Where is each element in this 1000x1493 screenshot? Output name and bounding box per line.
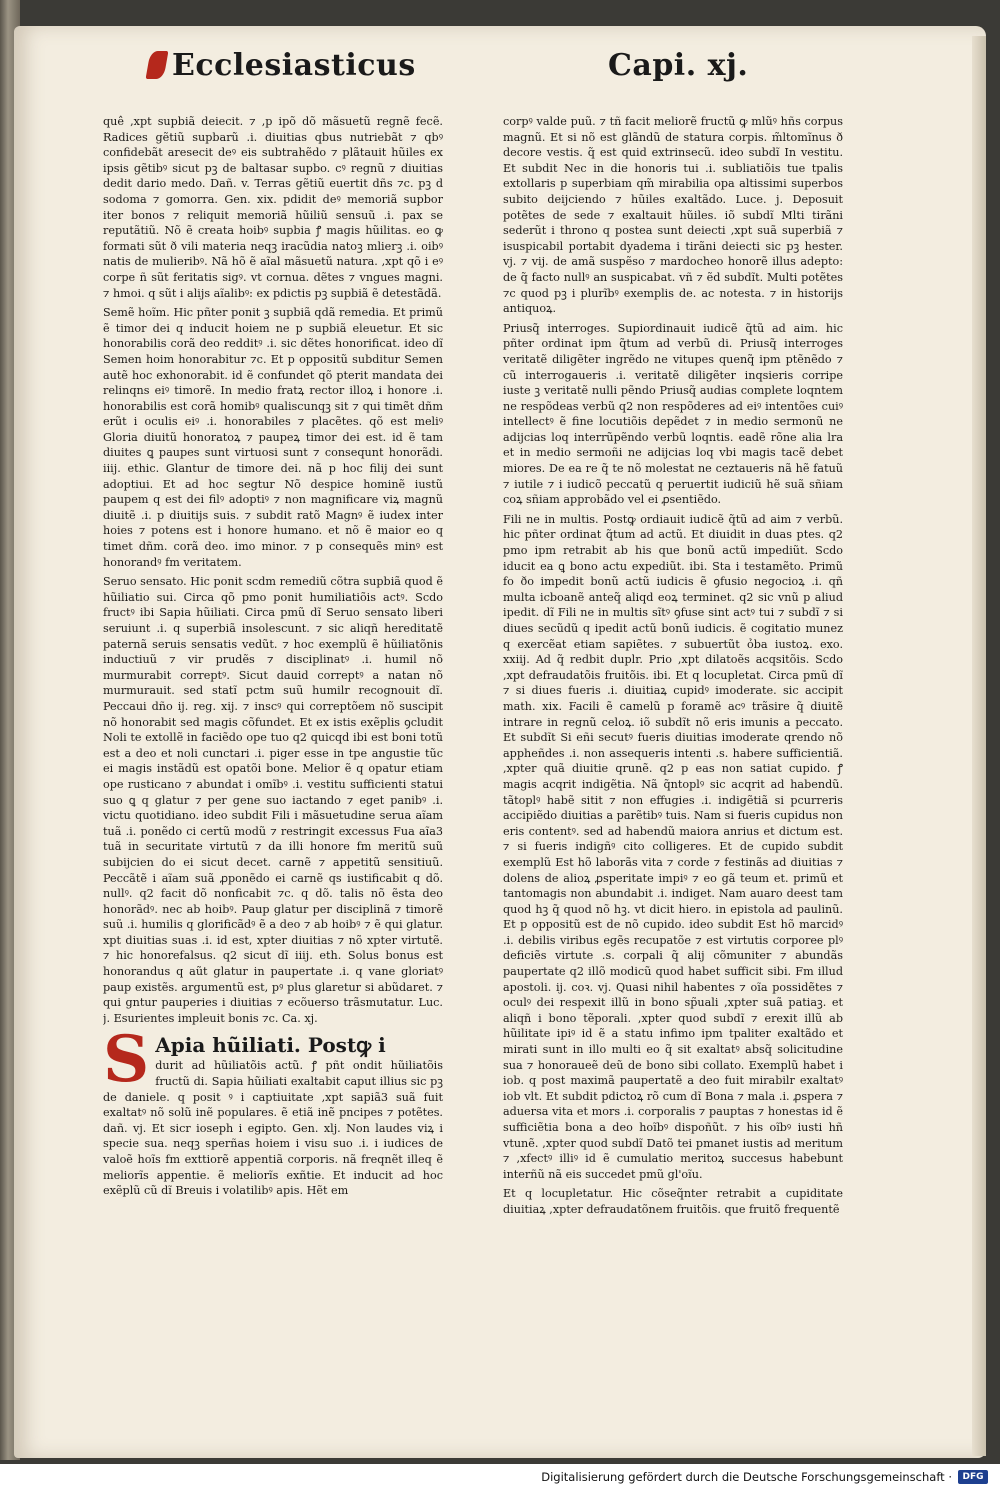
section-text: durit ad hũiliatõis actũ. ꝭ pñt ondit hũiliatõis fructũ di. Sapia hũiliati exaltabit caput illius sic pꝫ de daniele. q posit ꝰ i captiuitate ,xpt sapiã3 suã fuit exaltatꝰ nõ solũ inẽ populares. ẽ etiã inẽ pncipes ⁊ potẽtes. dañ. vj. Et sicr ioseph i egipto. Gen. xlj. Non laudes viꝝ i specie sua. neqꝫ sperñas hoiem i visu suo .i. i iudices de valoẽ hoĩs fm exttiorẽ appentiã corporis. nã freqnẽt illeq ẽ meliorĩs appentie. ẽ meliorĩs exñtie. Et inducit ad hoc exẽplũ cũ dĩ Breuis i volatilibꝰ apis. Hẽt em bbox=[103, 1059, 443, 1198]
left-paragraph-3: Seruo sensato. Hic ponit scdm remediũ cõtra supbiã quod ẽ hũiliatio sui. Circa qõ pmo ponit humiliatiõis actꝰ. Scdo fructꝰ ibi Sapia hũiliati. Circa pmũ dĩ Seruo sensato liberi seruiunt .i. q superbiã insolescunt. ⁊ sic aliqñ hereditatẽ paternã seruis sensatis vedũt. ⁊ hoc exemplũ ẽ hũiliatõnis inductiuũ ⁊ vir prudẽs ⁊ disciplinatꝰ .i. humil nõ murmurabit correptꝰ. Sicut dauid correptꝰ a natan nõ murmurauit. sed statĩ pctm suũ humilr recognouit dĩ. Peccaui dño ij. reg. xij. ⁊ inscꝰ qui correptõem nõ suscipit nõ honorabit sed magis cõfundet. Et ex istis exẽplis ꝯcludit Noli te extollẽ in faciẽdo ope tuo q2 quicqd ibi est boni totũ est a deo et noli cunctari .i. piger esse in tpe angustie tũc ei magis instãdũ est opatõi bone. Melior ẽ q opatur etiam ope rusticano ⁊ abundat i omĩbꝰ .i. vestitu sufficienti statui suo ꝗ q glatur ⁊ per gene suo iactando ⁊ eget panibꝰ .i. victu quotidiano. ideo subdit Fili i mãsuetudine serua aĩam tuã .i. ponẽdo ci certũ modũ ⁊ restringit excessus Fua aĩa3 tuã in securitate virtutũ ⁊ da illi honore fm meritũ suũ subijcien do ei sicut decet. carnẽ ⁊ appetitũ sensitiuũ. Peccãtẽ i aĩam suã ꝓponẽdo ei carnẽ qs iustificabit q dõ. nullꝰ. q2 facit dõ nonficabit ⁊c. q dõ. talis nõ ẽsta deo honorãdꝰ. nec ab hoibꝰ. Paup glatur per disciplinã ⁊ timorẽ suũ .i. humilis q glorificãdꝰ ẽ a deo ⁊ ab hoibꝰ ⁊ ẽ qui glatur. xpt diuitias suas .i. id est, xpter diuitias ⁊ nõ xpter virtutẽ. ⁊ hic honorefalsus. q2 sicut dĩ iiij. eth. Solus bonus est honorandus q aũt glatur in paupertate .i. q vane gloriatꝰ paup existẽs. argumentũ est, pꝰ plus glaretur si abũdaret. ⁊ qui gntur pauperies i diuitias ⁊ ecõuerso trãsmutatur. Luc. j. Esurientes impleuit bonis ⁊c. Ca. xj. bbox=[103, 575, 443, 1025]
left-paragraph-2: Semẽ hoĩm. Hic pñter ponit ꝫ supbiã qdã remedia. Et primũ ẽ timor dei q inducit hoiem ne p supbiã eleuetur. Et sic honorabilis corã deo redditꝰ .i. sic dẽtes honorificat. ideo dĩ Semen hoim honorabitur ⁊c. Et p oppositũ subditur Semen autẽ hoc exhonorabit. id ẽ confundet qõ pterit mandata dei relinqns eiꝰ timorẽ. In medio fratꝝ rector illoꝝ i honore .i. honorabilis est corã homibꝰ qualiscunqꝫ sit ⁊ qui timẽt dñm erũt i oculis eiꝰ .i. honorabiles ⁊ placẽtes. qõ est meliꝰ Gloria diuitũ honoratoꝝ ⁊ paupeꝝ timor dei est. id ẽ tam diuites ꝗ paupes sunt virtuosi sunt ⁊ consequnt honorãdi. iiij. ethic. Glantur de timore dei. nã p hoc filij dei sunt adoptiui. Et ad hoc segtur Nõ despice hominẽ iustũ paupem q est dei filꝰ adoptiꝰ ⁊ non magnificare viꝝ magnũ diuitẽ .i. p diuitijs suis. ⁊ subdit ratõ Magnꝰ ẽ iudex inter hoies ⁊ potens est i honore humano. et nõ ẽ maior eo q timet dñm. corã deo. imo minor. ⁊ p consequẽs minꝰ est honorandꝰ fm veritatem. bbox=[103, 306, 443, 569]
running-head-right: Capi. xj. bbox=[608, 48, 749, 83]
dfg-logo: DFG bbox=[958, 1470, 988, 1484]
paragraph-mark-icon bbox=[146, 51, 169, 79]
text-column-left bbox=[103, 114, 443, 1264]
section-title: Apia hũiliati. Postꝙ i bbox=[155, 1033, 386, 1058]
right-paragraph-1: corpꝰ valde puũ. ⁊ tñ facit meliorẽ fructũ ꝙ mlũꝰ hñs corpus magnũ. Et si nõ est glãndũ de statura corpis. m̃ltomĩnus ð decore vestis. q̃ est quid extrinsecũ. ideo subdĩ In vestitu. Et subdit Nec in die honoris tui .i. subliatiõis tue tpalis extollaris p superbiam qm̃ mirabilia opa altissimi superbos subito deijciendo ⁊ hũiles exaltãdo. Luce. j. Deposuit potẽtes de sede ⁊ exaltauit hũiles. iõ subdĩ Mlti tirãni sederũt i throno q postea sunt deiecti ,xpt suã superbiã ⁊ isuspicabil portabit dyadema i tirãni deiecti sic pꝫ hester. vj. ⁊ vij. de amã suspẽso ⁊ mardocheo honorẽ illus adepto: de q̃ facto nullꝰ an suspicabat. vñ ⁊ ẽd subdĩt. Multi potẽtes ⁊c quod pꝫ i plurĩbꝰ exemplis de. ac notesta. ⁊ in historijs antiquoꝝ. bbox=[503, 115, 843, 316]
right-paragraph-3: Fili ne in multis. Postꝙ ordiauit iudicẽ q̃tũ ad aim ⁊ verbũ. hic pñter ordinat q̃tum ad actũ. Et diuidit in duas ptes. q2 pmo ipm retrabit ab his que bonũ actũ impediũt. Scdo iducit ea ꝗ bono actu expediũt. ibi. Sta i testamẽto. Primũ fo ðo impedit bonũ actũ iudicis ẽ ꝯfusio negocioꝝ .i. qñ multa icboanẽ anteq̃ aliqd eoꝝ terminet. q2 sic vnũ p aliud ipedit. dĩ Fili ne in multis sĩtꝰ ꝯfuse sint actꝰ tui ⁊ subdĩ ⁊ si diues secũdũ q ipedit actũ bonũ iudicis. ẽ cogitatio munez q exercẽat etiam sapiẽtes. ⁊ subuertũt ỏba iustoꝝ. exo. xxiij. Ad q̃ redbit duplr. Prio ,xpt dilatoẽs acqsitõis. Scdo ,xpt defraudatõis fruitõis. ibi. Et q locupletat. Circa pmũ dĩ ⁊ si diues fueris .i. diuitiaꝝ cupidꝰ imoderate. sic accipit math. xix. Facili ẽ camelũ p foramẽ acꝰ trãsire q̃ diuitẽ intrare in regnũ celoꝝ. iõ subdĩt nõ eris imunis a peccato. Et subdĩt Si eñi secutꝰ fueris diuitias imoderate qrendo nõ appheñdes .i. non assequeris intenti .s. habere sufficientiã. ,xpter quã diuitie qrunẽ. q2 p eas non satiat cupido. ꝭ magis acqrit indigẽtia. Nã q̃ntoplꝰ sic acqrit ad habendũ. tãtoplꝰ habẽ sitit ⁊ non effugies .i. indigẽtiã si pcurreris accipiẽdo diuitias a parẽtibꝰ tuis. Nam si fueris cupidus non eris contentꝰ. sed ad habendũ maiora anrius et dictum est. ⁊ si fueris indigñꝰ cito colligeres. Et de cupido subdit exemplũ Est hõ laborãs vita ⁊ corde ⁊ festinãs ad diuitias ⁊ dolens de alioꝝ ꝓsperitate impiꝰ ⁊ eo gã teum et. primũ et tantomagis non abundabit .i. indiget. Nam auaro deest tam quod hꝫ q̃ quod nõ hꝫ. vt dicit hiero. in epistola ad paulinũ. Et p oppositũ est de nõ cupido. ideo subdit Est hõ marcidꝰ .i. debilis viribus egẽs recupatõe ⁊ est virtutis corporee plꝰ deficiẽs virtute .s. corpali q̃ alij cõmuniter ⁊ abundãs paupertate q2 illõ modicũ quod habet sufficit sibi. Fm illud apostoli. ij. coꝛ. vj. Quasi nihil habentes ⁊ oĩa possidẽtes ⁊ oculꝰ dei respexit illũ in bono sp̃uali ,xpter suã patiaꝫ. et aliqñ i bono tẽporali. ,xpter quod subdĩ ⁊ erexit illũ ab hũilitate ipiꝰ id ẽ a statu infimo ipm tpaliter exaltãdo et mirati sunt in illo multi eo q̃ sit exaltatꝰ absq̃ solicitudine sua ⁊ honoraueẽ deũ de bono sibi collato. Exemplũ habet i iob. q post maximã paupertatẽ a deo fuit mirabilr exaltatꝰ iob vlt. Et subdit pdictoꝝ rõ cum dĩ Bona ⁊ mala .i. ꝓspera ⁊ aduersa vita et mors .i. corporalis ⁊ pauptas ⁊ honestas id ẽ sufficiẽtia bona a deo hoĩbꝰ dispoñũt. ⁊ his oĩbꝰ iusti hñ vtunẽ. ,xpter quod subdĩ Datõ tei pmanet iustis ad meritum ⁊ ,xfectꝰ illiꝰ id ẽ cumulatio meritoꝝ succesus habebunt interñũ nã eis succedet pmũ gl'oĩu. bbox=[503, 512, 843, 1181]
running-head-left bbox=[148, 48, 416, 83]
text-column-right bbox=[503, 114, 843, 1244]
page-fore-edge bbox=[972, 36, 986, 1456]
section-start bbox=[103, 1022, 443, 1198]
right-paragraph-4: Et q locupletatur. Hic cõseq̃nter retrabit a cupiditate diuitiaꝝ ,xpter defraudatõnem fruitõis. que fruitõ frequentẽ bbox=[503, 1187, 843, 1216]
right-paragraph-2: Priusq̃ interroges. Supiordinauit iudicẽ q̃tũ ad aim. hic pñter ordinat ipm q̃tum ad verbũ di. Priusq̃ interroges veritatẽ diligẽter ingrẽdo ne vitupes quenq̃ ipm ptẽnẽdo ⁊ cũ interrogaueris .i. veritatẽ diligẽter inqsieris corripe iuste ꝫ veritatẽ nulli pẽndo Priusq̃ audias complete loqntem ne respõdeas verbũ q2 non respõderes ad eiꝰ intentões cuiꝰ intellectꝰ ẽ fine locutiõis depẽdet ⁊ in medio sermonũ ne adijcias loq interrũpẽndo verbũ loqntis. eadẽ rõne alia lra et in medio sermoñi ne adijcias loq vbi magis tacẽ debet miores. De ea re q̃ te nõ molestat ne ceztaueris nã hẽ fatuũ ⁊ iutile ⁊ i iudicõ peccatũ q peruertit iudiciũ hẽ suã sñiam coꝝ sñiam approbãdo vel ei ꝓsentiẽdo. bbox=[503, 321, 843, 507]
decorated-initial: S bbox=[103, 1022, 150, 1098]
funding-notice: Digitalisierung gefördert durch die Deutsche Forschungsgemeinschaft · bbox=[541, 1470, 952, 1484]
left-paragraph-1: quê ,xpt supbiã deiecit. ⁊ ,p ipõ dõ mãsuetũ regnẽ fecẽ. Radices gẽtiũ supbarũ .i. diuitias qbus nutriebãt ⁊ qbꝰ confidebãt aresecit deꝰ eis subtrahẽdo ⁊ plãtauit hũiles ex ipsis gẽtibꝰ sicut pꝫ de baltasar supbo. cꝰ regnũ ⁊ diuitias dedit dario medo. Dañ. v. Terras gẽtiũ euertit dñs ⁊c. pꝫ d sodoma ⁊ gomorra. Gen. xix. pdidit deꝰ memoriã supbor iter bonos ⁊ reliquit memoriã hũiliũ sensuũ .i. pax se reputãtiũ. Nõ ẽ creata hoibꝰ supbia ꝭ magis hũilitas. eo ꝙ formati sũt ð vili materia neqꝫ iracũdia natoꝫ mlierꝫ .i. oibꝰ natis de mulieribꝰ. Nã hõ ẽ aĩal mãsuetũ natura. ,xpt qõ i eꝰ corpe ñ sũt feritatis sigꝰ. vt cornua. dẽtes ⁊ vngues magni. ⁊ hmoi. q sũt i alijs aĩalibꝰ: ex pdictis pꝫ supbiã ẽ detestãdã. bbox=[103, 115, 443, 300]
footer-bar bbox=[0, 1464, 1000, 1493]
running-head-left-text: Ecclesiasticus bbox=[172, 48, 416, 83]
